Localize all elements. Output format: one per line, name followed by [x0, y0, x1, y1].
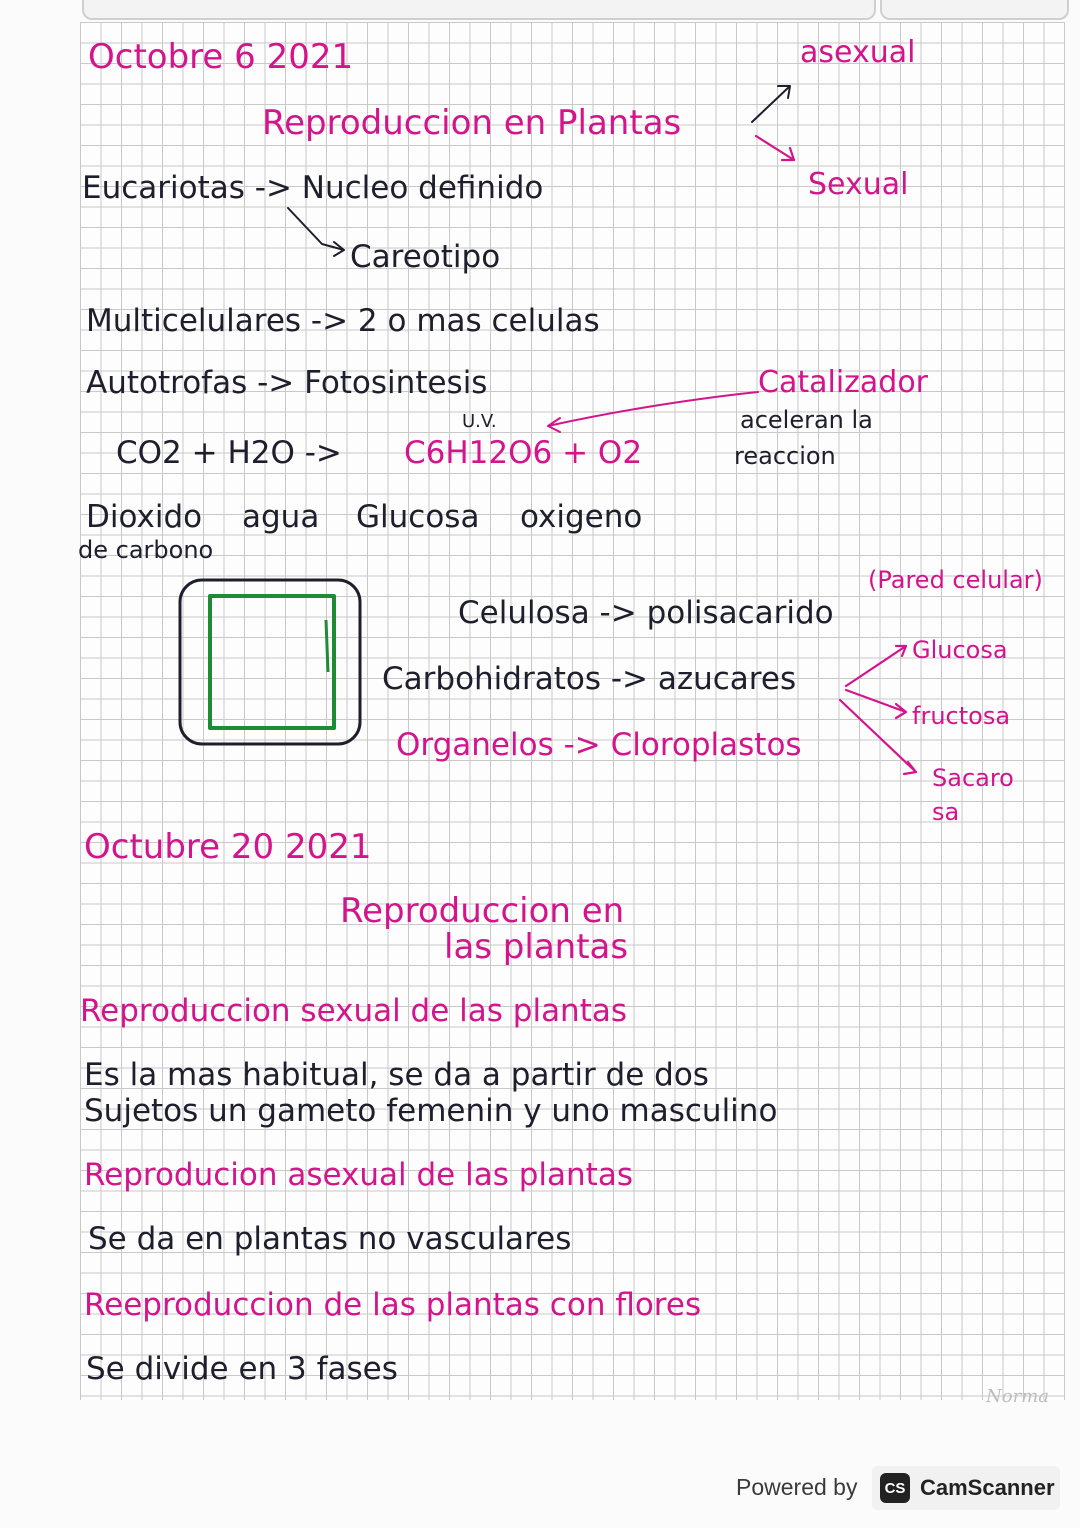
- celulosa-line: Celulosa -> polisacarido: [458, 595, 834, 631]
- sugar-sacarosa-1: Sacaro: [932, 764, 1014, 792]
- date-2: Octubre 20 2021: [84, 827, 372, 867]
- title-1: Reproduccion en Plantas: [262, 103, 682, 143]
- norma-watermark: Norma: [986, 1386, 1049, 1407]
- label-agua: agua: [242, 499, 320, 535]
- camscanner-badge: [872, 1466, 1060, 1510]
- label-glucosa: Glucosa: [356, 499, 480, 535]
- text-asexual: Se da en plantas no vasculares: [88, 1221, 572, 1257]
- title-2-line-1: Reproduccion en: [340, 891, 625, 931]
- green-membrane-thickening: [326, 620, 328, 672]
- arrow-to-careotipo: [288, 208, 344, 256]
- arrow-to-asexual: [752, 86, 790, 122]
- aceleran: aceleran la: [740, 406, 873, 434]
- eucariotas-line: Eucariotas -> Nucleo definido: [82, 170, 544, 206]
- title-2-line-2: las plantas: [444, 927, 629, 967]
- cariotipo: Careotipo: [350, 239, 501, 275]
- reaccion: reaccion: [734, 442, 836, 470]
- powered-by-text: Powered by: [736, 1474, 858, 1500]
- branch-sexual: Sexual: [808, 167, 909, 202]
- cell-membrane-green: [210, 596, 334, 728]
- heading-flores: Reeproduccion de las plantas con flores: [84, 1287, 702, 1323]
- catalizador: Catalizador: [758, 365, 929, 400]
- text-flores: Se divide en 3 fases: [86, 1351, 398, 1387]
- label-dioxido: Dioxido: [86, 499, 203, 535]
- arrow-branch-glucosa: [846, 646, 906, 686]
- pared-celular: (Pared celular): [868, 566, 1043, 594]
- carbohidratos-line: Carbohidratos -> azucares: [382, 661, 797, 697]
- camscanner-icon: CS: [880, 1473, 910, 1503]
- multicelulares-line: Multicelulares -> 2 o mas celulas: [86, 303, 600, 339]
- sugar-glucosa: Glucosa: [912, 636, 1008, 664]
- label-oxigeno: oxigeno: [520, 499, 643, 535]
- uv-label: U.V.: [462, 411, 497, 432]
- label-de-carbono: de carbono: [78, 536, 214, 564]
- heading-sexual: Reproduccion sexual de las plantas: [80, 993, 628, 1029]
- plant-cell-diagram: [180, 580, 360, 744]
- text-sexual-2: Sujetos un gameto femenin y uno masculino: [84, 1093, 778, 1129]
- equation-right: C6H12O6 + O2: [404, 435, 643, 471]
- branch-asexual: asexual: [800, 35, 916, 70]
- heading-asexual: Reproducion asexual de las plantas: [84, 1157, 633, 1193]
- autotrofas-line: Autotrofas -> Fotosintesis: [86, 365, 488, 401]
- sugar-fructosa: fructosa: [912, 702, 1011, 730]
- organelos-line: Organelos -> Cloroplastos: [396, 727, 802, 763]
- date-1: Octobre 6 2021: [88, 37, 354, 77]
- sugar-sacarosa-2: sa: [932, 798, 960, 826]
- arrow-catalizador: [548, 392, 758, 432]
- camscanner-brand: CamScanner: [920, 1475, 1055, 1500]
- arrow-to-sexual: [756, 136, 794, 160]
- equation-left: CO2 + H2O ->: [116, 435, 342, 471]
- text-sexual-1: Es la mas habitual, se da a partir de dos: [84, 1057, 709, 1093]
